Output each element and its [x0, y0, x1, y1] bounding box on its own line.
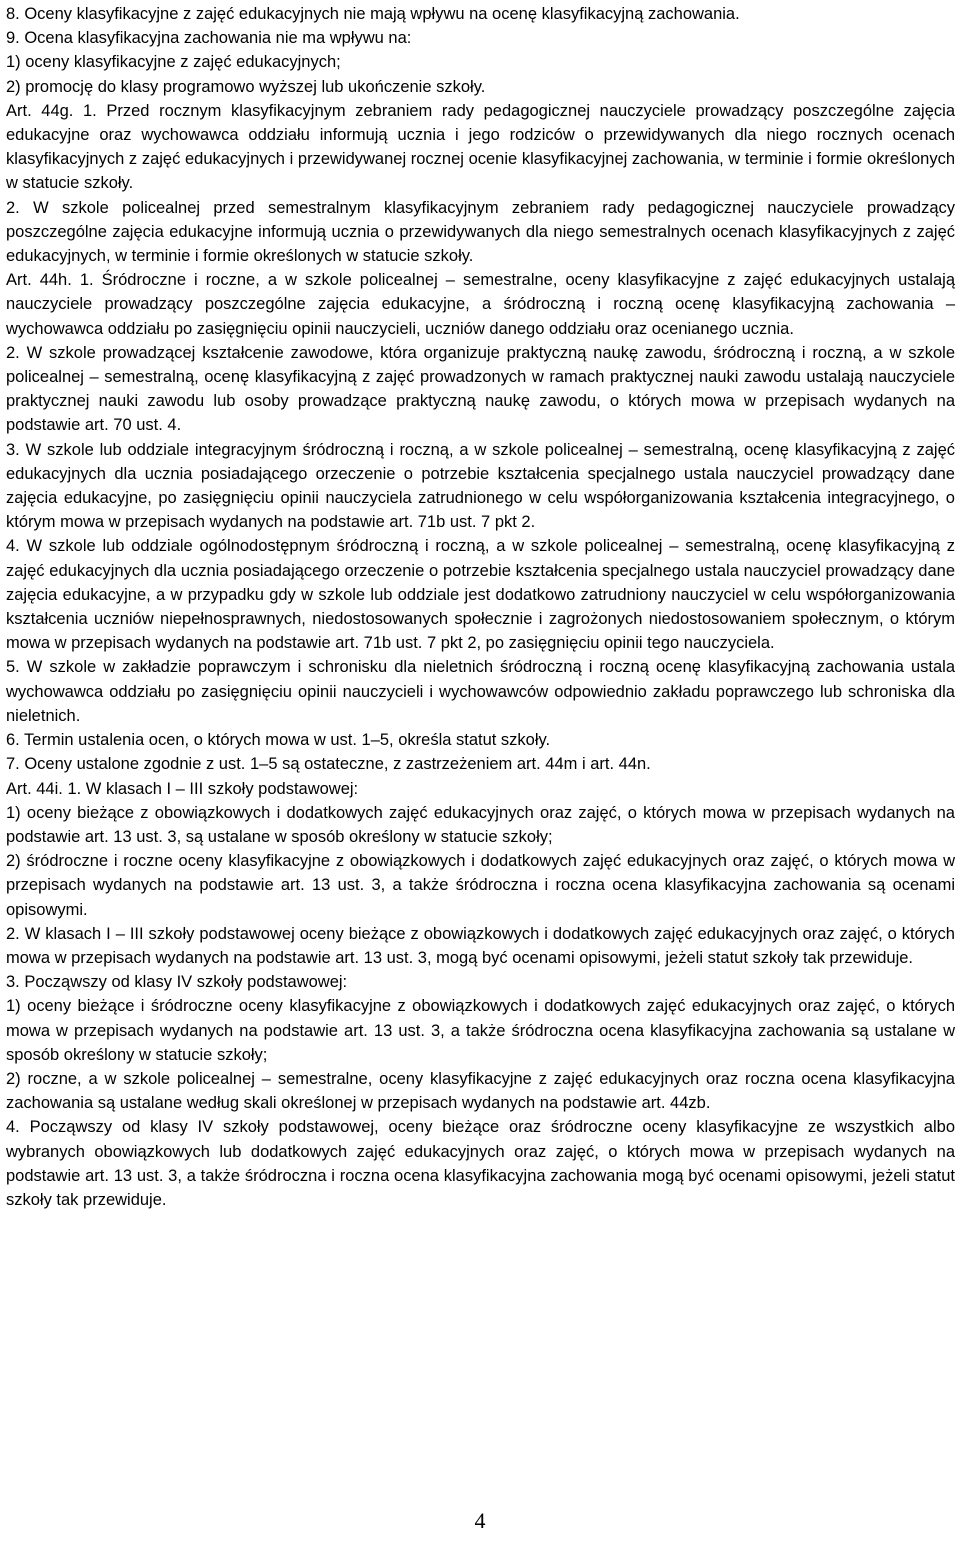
paragraph: 2. W klasach I – III szkoły podstawowej oceny bieżące z obowiązkowych i dodatkowych zajęć edukacyjnych oraz zajęć, o których mowa w przepisach wydanych na podstawie art. 13 ust. 3, mogą być ocenami opisowymi, jeżeli statut szkoły tak przewiduje.: [6, 924, 955, 967]
document-body: [6, 2, 955, 1212]
paragraph: 2) roczne, a w szkole policealnej – semestralne, oceny klasyfikacyjne z zajęć edukacyjnych oraz roczna ocena klasyfikacyjna zachowania są ustalane według skali określonej w przepisach wydanych na podstawie art. 44zb.: [6, 1069, 955, 1113]
paragraph: 2) śródroczne i roczne oceny klasyfikacyjne z obowiązkowych i dodatkowych zajęć edukacyjnych oraz zajęć, o których mowa w przepisach wydanych na podstawie art. 13 ust. 3, a także śródroczna i roczna ocena klasyfikacyjna zachowania są ocenami opisowymi.: [6, 852, 955, 919]
paragraph: Art. 44h. 1. Śródroczne i roczne, a w szkole policealnej – semestralne, oceny klasyfikacyjne z zajęć edukacyjnych ustalają nauczyciele prowadzący poszczególne zajęcia edukacyjne, a śródroczną i roczną ocenę klasyfikacyjną zachowania – wychowawca oddziału po zasięgnięciu opinii nauczycieli, uczniów danego oddziału oraz ocenianego ucznia.: [6, 271, 955, 338]
paragraph: 1) oceny bieżące i śródroczne oceny klasyfikacyjne z obowiązkowych i dodatkowych zajęć edukacyjnych oraz zajęć, o których mowa w przepisach wydanych na podstawie art. 13 ust. 3, a także śródroczna ocena klasyfikacyjna zachowania są ustalane w sposób określony w statucie szkoły;: [6, 997, 955, 1064]
paragraph: 4. W szkole lub oddziale ogólnodostępnym śródroczną i roczną, a w szkole policealnej – semestralną, ocenę klasyfikacyjną z zajęć edukacyjnych dla ucznia posiadającego orzeczenie o potrzebie kształcenia specjalnego ustala nauczyciel prowadzący dane zajęcia edukacyjne, a w przypadku gdy w szkole lub oddziale jest dodatkowo zatrudniony nauczyciel w celu współorganizowania kształcenia uczniów niepełnosprawnych, niedostosowanych społecznie i zagrożonych niedostosowaniem społecznym, o którym mowa w przepisach wydanych na podstawie art. 71b ust. 7 pkt 2, po zasięgnięciu opinii tego nauczyciela.: [6, 537, 955, 653]
paragraph: 7. Oceny ustalone zgodnie z ust. 1–5 są ostateczne, z zastrzeżeniem art. 44m i art. 44n.: [6, 755, 651, 774]
paragraph: Art. 44i. 1. W klasach I – III szkoły podstawowej:: [6, 779, 359, 798]
paragraph: 3. Począwszy od klasy IV szkoły podstawowej:: [6, 973, 348, 992]
paragraph: 2. W szkole policealnej przed semestralnym klasyfikacyjnym zebraniem rady pedagogicznej nauczyciele prowadzący poszczególne zajęcia edukacyjne informują ucznia o przewidywanych dla niego semestralnych ocenach klasyfikacyjnych z zajęć edukacyjnych, w terminie i formie określonych w statucie szkoły.: [6, 198, 955, 266]
paragraph: 5. W szkole w zakładzie poprawczym i schronisku dla nieletnich śródroczną i roczną ocenę klasyfikacyjną zachowania ustala wychowawca oddziału po zasięgnięciu opinii nauczycieli i wychowawców odpowiednio zakładu poprawczego lub schroniska dla nieletnich.: [6, 658, 955, 725]
paragraph: 9. Ocena klasyfikacyjna zachowania nie ma wpływu na:: [6, 29, 412, 48]
page-number: 4: [474, 1508, 486, 1533]
paragraph: 1) oceny bieżące z obowiązkowych i dodatkowych zajęć edukacyjnych oraz zajęć, o których mowa w przepisach wydanych na podstawie art. 13 ust. 3, są ustalane w sposób określony w statucie szkoły;: [6, 803, 955, 846]
paragraph: 2. W szkole prowadzącej kształcenie zawodowe, która organizuje praktyczną naukę zawodu, śródroczną i roczną, a w szkole policealnej – semestralną, ocenę klasyfikacyjną z zajęć prowadzonych w ramach praktycznej nauki zawodu ustalają nauczyciele praktycznej nauki zawodu lub osoby prowadzące praktyczną naukę zawodu, o których mowa w przepisach wydanych na podstawie art. 70 ust. 4.: [6, 343, 955, 435]
paragraph: 6. Termin ustalenia ocen, o których mowa w ust. 1–5, określa statut szkoły.: [6, 731, 551, 750]
paragraph: 3. W szkole lub oddziale integracyjnym śródroczną i roczną, a w szkole policealnej – semestralną, ocenę klasyfikacyjną z zajęć edukacyjnych dla ucznia posiadającego orzeczenie o potrzebie kształcenia specjalnego ustala nauczyciel prowadzący dane zajęcia edukacyjne, po zasięgnięciu opinii nauczyciela zatrudnionego w celu współorganizowania kształcenia integracyjnego, o którym mowa w przepisach wydanych na podstawie art. 71b ust. 7 pkt 2.: [6, 440, 955, 532]
paragraph: 4. Począwszy od klasy IV szkoły podstawowej, oceny bieżące oraz śródroczne oceny klasyfikacyjne ze wszystkich albo wybranych obowiązkowych lub dodatkowych zajęć edukacyjnych oraz zajęć, o których mowa w przepisach wydanych na podstawie art. 13 ust. 3, a także śródroczna i roczna ocena klasyfikacyjna zachowania mogą być ocenami opisowymi, jeżeli statut szkoły tak przewiduje.: [6, 1118, 955, 1209]
paragraph: 1) oceny klasyfikacyjne z zajęć edukacyjnych;: [6, 53, 341, 72]
paragraph: 8. Oceny klasyfikacyjne z zajęć edukacyjnych nie mają wpływu na ocenę klasyfikacyjną zachowania.: [6, 5, 740, 23]
paragraph: 2) promocję do klasy programowo wyższej lub ukończenie szkoły.: [6, 77, 486, 96]
paragraph: Art. 44g. 1. Przed rocznym klasyfikacyjnym zebraniem rady pedagogicznej nauczyciele prowadzący poszczególne zajęcia edukacyjne oraz wychowawca oddziału informują ucznia i jego rodziców o przewidywanych dla niego rocznych ocenach klasyfikacyjnych z zajęć edukacyjnych i przewidywanej rocznej ocenie klasyfikacyjnej zachowania, w terminie i formie określonych w statucie szkoły.: [6, 101, 955, 193]
